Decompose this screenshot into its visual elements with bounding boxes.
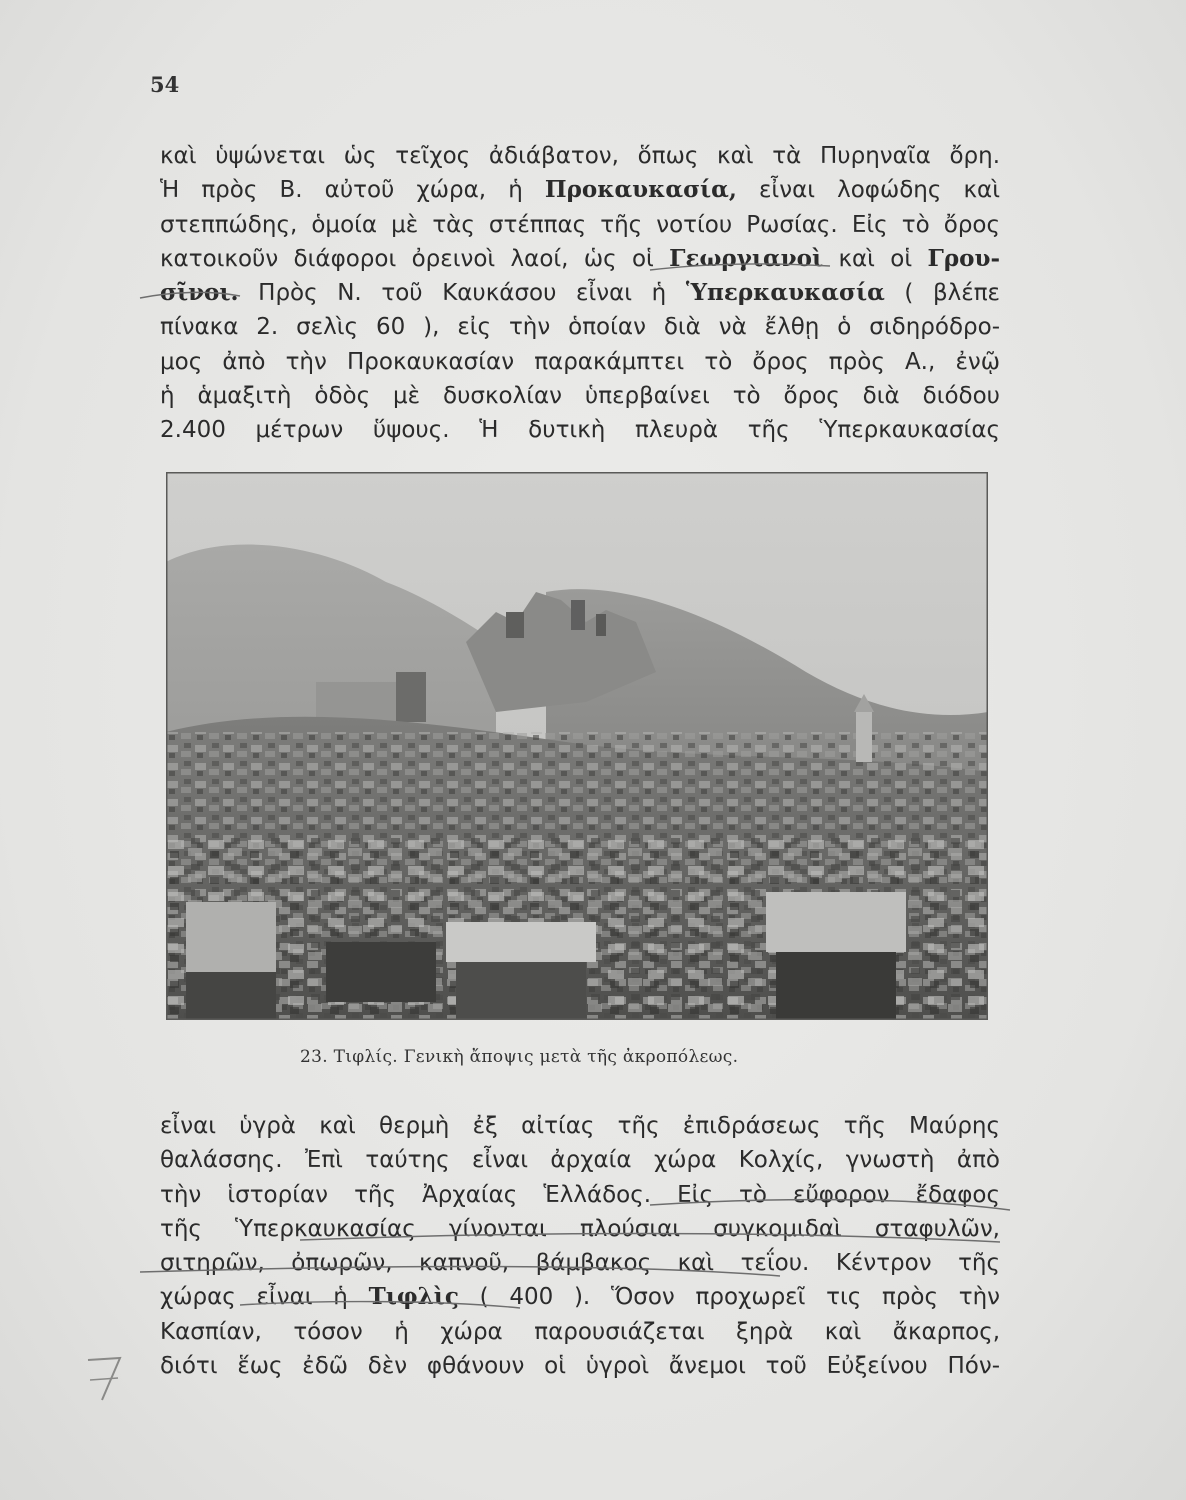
text-line [160,1212,1000,1246]
text-run: Κασπίαν, τόσον ἡ χώρα παρουσιάζεται ξηρὰ καὶ ἄκαρπος, [160,1318,1000,1345]
text-run: ( βλέπε [884,280,1000,307]
text-run: εἶναι λοφώδης καὶ [736,177,1000,204]
text-run: ἡ ἁμαξιτὴ ὁδὸς μὲ δυσκολίαν ὑπερβαίνει τὸ ὄρος διὰ διόδου [160,383,1000,410]
page-number: 54 [150,72,180,97]
text-run: διότι ἕως ἐδῶ δὲν φθάνουν οἱ ὑγροὶ ἄνεμοι τοῦ Εὐξείνου Πόν- [160,1353,1000,1380]
text-line [160,139,1000,173]
text-run: χώρας εἶναι ἡ [160,1284,369,1311]
text-line [160,276,1000,310]
text-line [160,1178,1000,1212]
bold-term: Προκαυκασία, [544,176,737,204]
bold-term: Γεωργιανοὶ [669,244,824,272]
text-run: τὴν ἱστορίαν τῆς Ἀρχαίας Ἑλλάδος. Εἰς τὸ εὔφορον ἔδαφος [160,1181,1000,1208]
text-run: Ἡ πρὸς Β. αὐτοῦ χώρα, ἡ [160,177,545,204]
tiflis-photograph [166,472,988,1020]
text-line [160,379,1000,413]
text-line [160,1349,1000,1383]
text-run: καὶ ὑψώνεται ὡς τεῖχος ἀδιάβατον, ὅπως καὶ τὰ Πυρηναῖα ὄρη. [160,143,1000,169]
text-run: Πρὸς Ν. τοῦ Καυκάσου εἶναι ἡ [238,280,686,307]
text-run: 2.400 μέτρων ὕψους. Ἡ δυτικὴ πλευρὰ τῆς Ὑπερκαυκασίας [160,417,1000,444]
text-line [160,413,1000,447]
text-line [160,1315,1000,1349]
text-run: καὶ οἱ [823,245,928,272]
text-run: ( 400 ). Ὅσον προχωρεῖ τις πρὸς τὴν [458,1284,1000,1311]
text-run: πίνακα 2. σελὶς 60 ), εἰς τὴν ὁποίαν διὰ νὰ ἔλθῃ ὁ σιδηρόδρο- [160,314,1000,341]
text-run: στεππώδης, ὁμοία μὲ τὰς στέππας τῆς νοτίου Ρωσίας. Εἰς τὸ ὄρος [160,211,1000,238]
text-line [160,208,1000,242]
text-run: εἶναι ὑγρὰ καὶ θερμὴ ἐξ αἰτίας τῆς ἐπιδράσεως τῆς Μαύρης [160,1113,1000,1139]
text-run: μος ἀπὸ τὴν Προκαυκασίαν παρακάμπτει τὸ ὄρος πρὸς Α., ἐνῷ [160,348,1000,375]
text-line [160,1109,1000,1143]
text-line [160,1280,1000,1314]
text-run: σιτηρῶν, ὀπωρῶν, καπνοῦ, βάμβακος καὶ τεΐου. Κέντρον τῆς [160,1250,1000,1277]
text-run: κατοικοῦν διάφοροι ὀρεινοὶ λαοί, ὡς οἱ [160,245,670,272]
figure-caption: 23. Τιφλίς. Γενικὴ ἄποψις μετὰ τῆς ἀκροπόλεως. [300,1047,739,1067]
top-paragraph [160,139,1000,448]
bold-term: Τιφλὶς [368,1283,459,1311]
text-line [160,1143,1000,1177]
text-run: θαλάσσης. Ἐπὶ ταύτης εἶναι ἀρχαία χώρα Κολχίς, γνωστὴ ἀπὸ [160,1147,1000,1174]
text-line [160,1246,1000,1280]
bottom-paragraph [160,1109,1000,1383]
bold-term: σῖνοι. [160,279,239,307]
text-line [160,345,1000,379]
text-line [160,242,1000,276]
bold-term: Ὑπερκαυκασία [685,279,885,307]
margin-pencil-mark [80,1350,140,1410]
text-run: τῆς Ὑπερκαυκασίας γίνονται πλούσιαι συγκομιδαὶ σταφυλῶν, [160,1215,1000,1242]
photo-illustration [166,472,988,1020]
bold-term: Γρου- [927,244,1000,272]
text-line [160,173,1000,207]
text-line [160,310,1000,344]
